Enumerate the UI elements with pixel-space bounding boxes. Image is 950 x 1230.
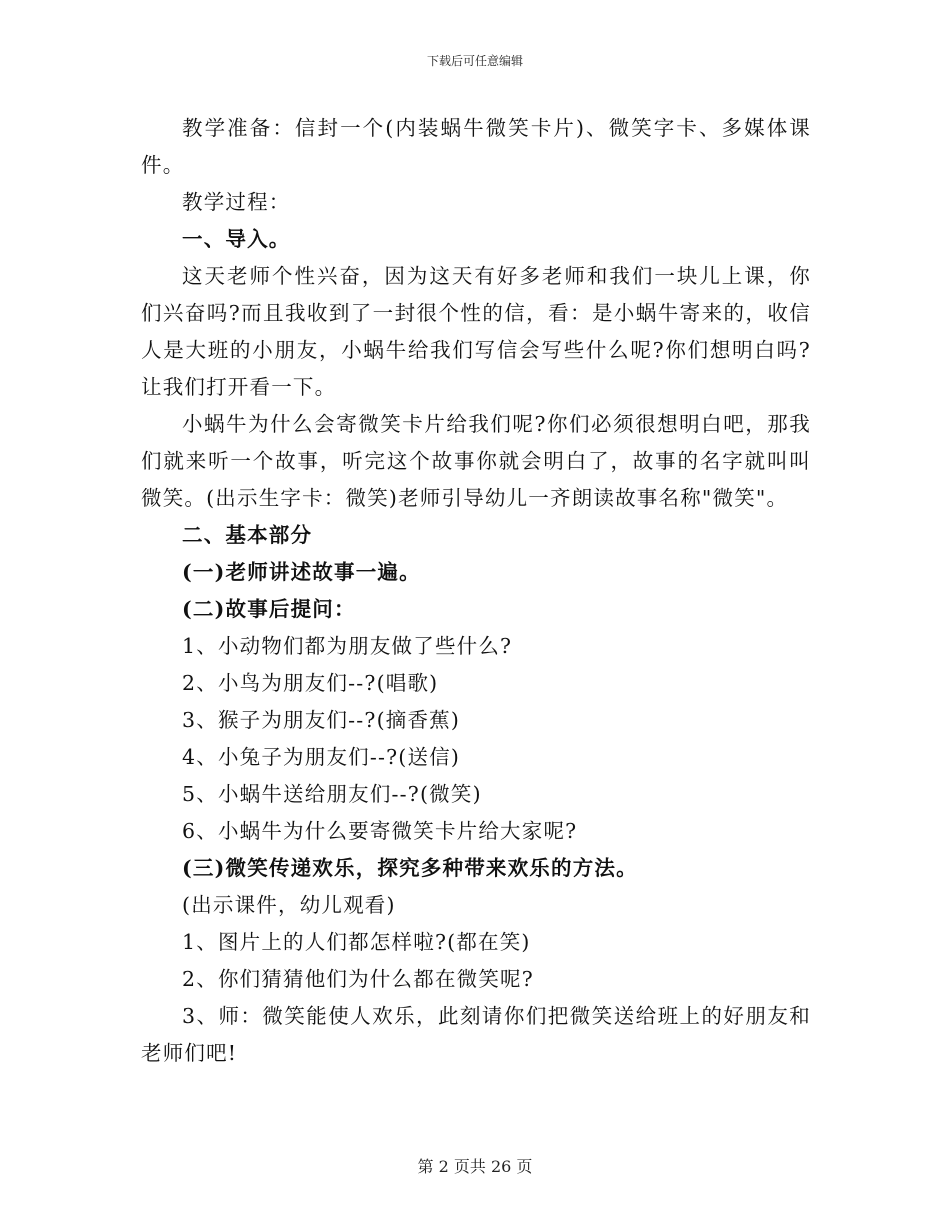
paragraph-preparation: 教学准备：信封一个(内装蜗牛微笑卡片)、微笑字卡、多媒体课件。 [141, 116, 811, 177]
question-item: 6、小蜗牛为什么要寄微笑卡片给大家呢? [182, 819, 578, 843]
paragraph-intro-2: 小蜗牛为什么会寄微笑卡片给我们呢?你们必须很想明白吧，那我们就来听一个故事，听完这个故事你就会明白了，故事的名字就叫叫微笑。(出示生字卡：微笑)老师引导幼儿一齐朗读故事名称"微笑"。 [141, 412, 811, 510]
paragraph-courseware: (出示课件，幼儿观看) [182, 893, 396, 917]
page-header: 下载后可任意编辑 [426, 54, 523, 68]
question-item: 3、师：微笑能使人欢乐，此刻请你们把微笑送给班上的好朋友和老师们吧! [141, 1004, 811, 1065]
subheading-story-telling: (一)老师讲述故事一遍。 [182, 560, 421, 584]
page-footer: 第 2 页共 26 页 [417, 1157, 533, 1176]
document-body [141, 110, 811, 1072]
paragraph-process-label: 教学过程： [182, 190, 291, 214]
question-item: 3、猴子为朋友们--?(摘香蕉) [182, 708, 461, 732]
question-item: 1、小动物们都为朋友做了些什么? [182, 634, 513, 658]
heading-intro: 一、导入。 [182, 227, 291, 251]
question-item: 1、图片上的人们都怎样啦?(都在笑) [182, 930, 531, 954]
question-item: 4、小兔子为朋友们--?(送信) [182, 745, 461, 769]
question-item: 2、小鸟为朋友们--?(唱歌) [182, 671, 439, 695]
paragraph-intro-1: 这天老师个性兴奋，因为这天有好多老师和我们一块儿上课，你们兴奋吗?而且我收到了一封很个性的信，看：是小蜗牛寄来的，收信人是大班的小朋友，小蜗牛给我们写信会写些什么呢?你们想明白吗?让我们打开看一下。 [141, 264, 811, 399]
question-item: 5、小蜗牛送给朋友们--?(微笑) [182, 782, 482, 806]
subheading-questions: (二)故事后提问： [182, 597, 356, 621]
subheading-smile-joy: (三)微笑传递欢乐，探究多种带来欢乐的方法。 [182, 856, 638, 880]
heading-basic-part: 二、基本部分 [182, 523, 313, 547]
question-item: 2、你们猜猜他们为什么都在微笑呢? [182, 967, 534, 991]
